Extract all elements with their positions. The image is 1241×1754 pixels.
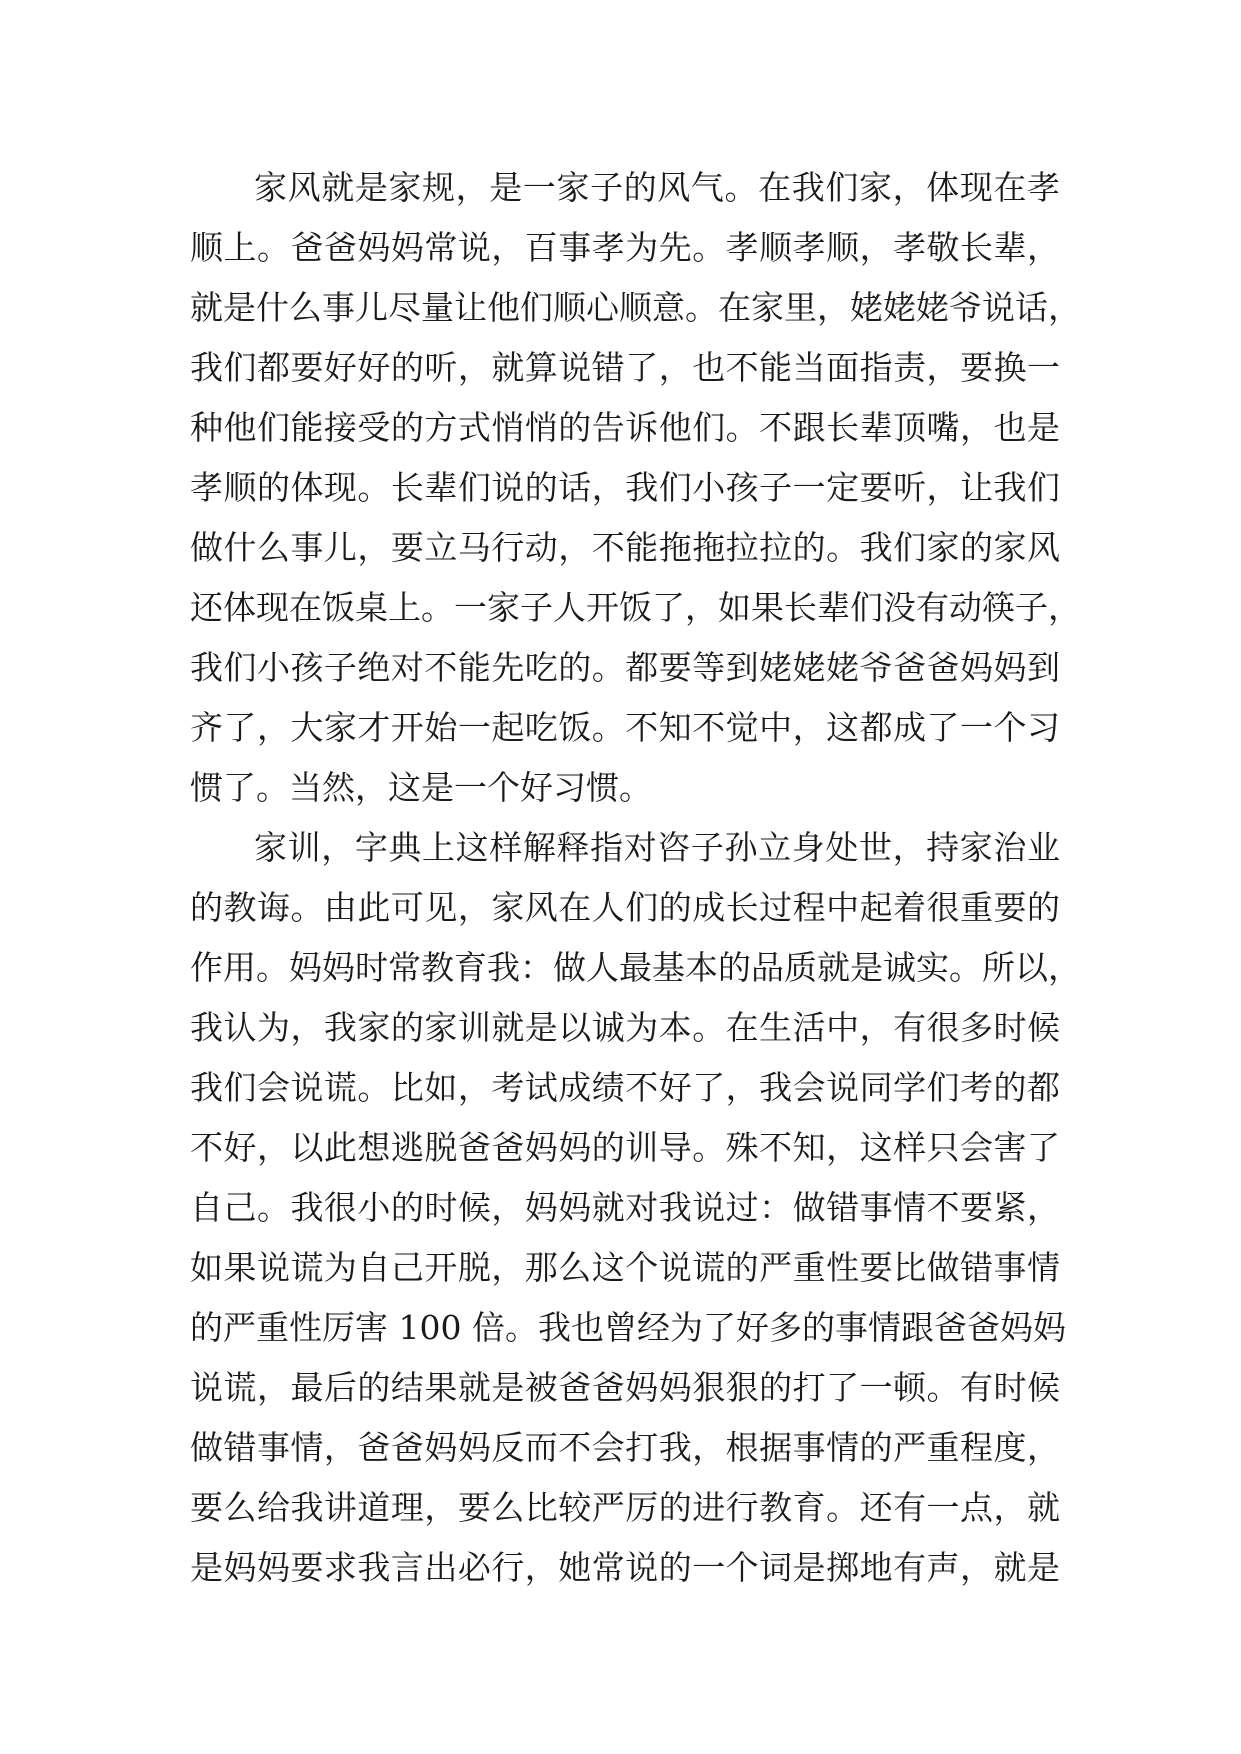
text-line: 孝顺的体现。长辈们说的话，我们小孩子一定要听，让我们 — [190, 468, 1060, 507]
text-line: 家训，字典上这样解释指对咨子孙立身处世，持家治业 — [254, 828, 1060, 867]
text-line: 的严重性厉害 100 倍。我也曾经为了好多的事情跟爸爸妈妈 — [190, 1308, 1066, 1347]
text-line: 家风就是家规，是一家子的风气。在我们家，体现在孝 — [254, 168, 1060, 207]
text-line: 不好，以此想逃脱爸爸妈妈的训导。殊不知，这样只会害了 — [190, 1128, 1060, 1167]
text-line: 就是什么事儿尽量让他们顺心顺意。在家里，姥姥姥爷说话， — [190, 288, 1081, 327]
text-line: 自己。我很小的时候，妈妈就对我说过：做错事情不要紧， — [190, 1188, 1060, 1227]
text-line: 做什么事儿，要立马行动，不能拖拖拉拉的。我们家的家风 — [190, 528, 1060, 567]
text-line: 说谎，最后的结果就是被爸爸妈妈狠狠的打了一顿。有时候 — [190, 1368, 1060, 1407]
text-line: 做错事情，爸爸妈妈反而不会打我，根据事情的严重程度， — [190, 1428, 1060, 1467]
text-line: 要么给我讲道理，要么比较严厉的进行教育。还有一点，就 — [190, 1488, 1060, 1527]
text-line: 是妈妈要求我言出必行，她常说的一个词是掷地有声，就是 — [190, 1548, 1060, 1587]
text-line: 我认为，我家的家训就是以诚为本。在生活中，有很多时候 — [190, 1008, 1060, 1047]
text-line: 作用。妈妈时常教育我：做人最基本的品质就是诚实。所以， — [190, 948, 1081, 987]
text-line: 顺上。爸爸妈妈常说，百事孝为先。孝顺孝顺，孝敬长辈， — [190, 228, 1060, 267]
paragraph-family-motto — [190, 818, 1081, 1598]
body-text — [190, 158, 1081, 1598]
text-line: 惯了。当然，这是一个好习惯。 — [190, 768, 652, 807]
text-line: 我们都要好好的听，就算说错了，也不能当面指责，要换一 — [190, 348, 1060, 387]
text-line: 我们会说谎。比如，考试成绩不好了，我会说同学们考的都 — [190, 1068, 1060, 1107]
text-line: 齐了，大家才开始一起吃饭。不知不觉中，这都成了一个习 — [190, 708, 1060, 747]
text-line: 还体现在饭桌上。一家子人开饭了，如果长辈们没有动筷子， — [190, 588, 1081, 627]
text-line: 我们小孩子绝对不能先吃的。都要等到姥姥姥爷爸爸妈妈到 — [190, 648, 1060, 687]
paragraph-family-style — [190, 158, 1081, 818]
text-line: 如果说谎为自己开脱，那么这个说谎的严重性要比做错事情 — [190, 1248, 1060, 1287]
text-line: 的教诲。由此可见，家风在人们的成长过程中起着很重要的 — [190, 888, 1060, 927]
text-line: 种他们能接受的方式悄悄的告诉他们。不跟长辈顶嘴，也是 — [190, 408, 1060, 447]
